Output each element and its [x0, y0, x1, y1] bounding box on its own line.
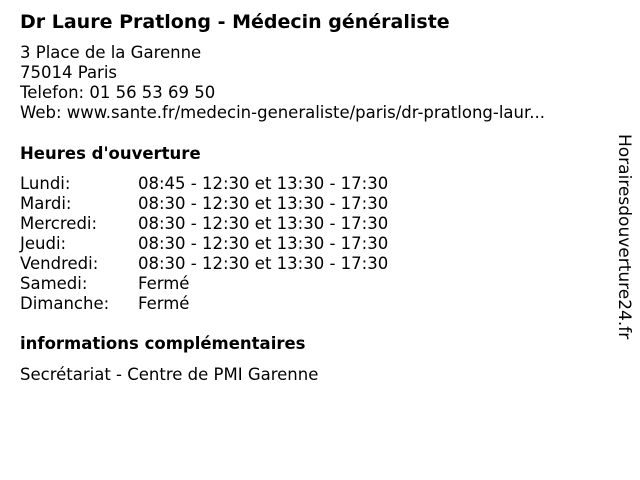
- day-label: Jeudi:: [20, 234, 67, 253]
- time-value: 08:45 - 12:30 et 13:30 - 17:30: [138, 174, 389, 193]
- address-line-1: 3 Place de la Garenne: [20, 43, 202, 62]
- time-value: Fermé: [138, 274, 190, 293]
- contact-block: [20, 43, 545, 123]
- day-label: Mardi:: [20, 194, 72, 213]
- day-label: Vendredi:: [20, 254, 99, 273]
- brand-watermark: Horairesdouverture24.fr: [614, 134, 634, 340]
- phone-number: Telefon: 01 56 53 69 50: [20, 83, 216, 102]
- time-value: 08:30 - 12:30 et 13:30 - 17:30: [138, 194, 389, 213]
- website-link: Web: www.sante.fr/medecin-generaliste/paris/dr-pratlong-laur...: [20, 103, 545, 122]
- time-value: Fermé: [138, 294, 190, 313]
- time-value: 08:30 - 12:30 et 13:30 - 17:30: [138, 254, 389, 273]
- day-label: Mercredi:: [20, 214, 98, 233]
- day-label: Samedi:: [20, 274, 88, 293]
- time-value: 08:30 - 12:30 et 13:30 - 17:30: [138, 234, 389, 253]
- address-line-2: 75014 Paris: [20, 63, 118, 82]
- hours-heading: Heures d'ouverture: [20, 144, 201, 163]
- time-value: 08:30 - 12:30 et 13:30 - 17:30: [138, 214, 389, 233]
- day-label: Lundi:: [20, 174, 71, 193]
- page-title: Dr Laure Pratlong - Médecin généraliste: [20, 11, 450, 33]
- info-text: Secrétariat - Centre de PMI Garenne: [20, 365, 319, 384]
- day-label: Dimanche:: [20, 294, 110, 313]
- info-heading: informations complémentaires: [20, 334, 306, 353]
